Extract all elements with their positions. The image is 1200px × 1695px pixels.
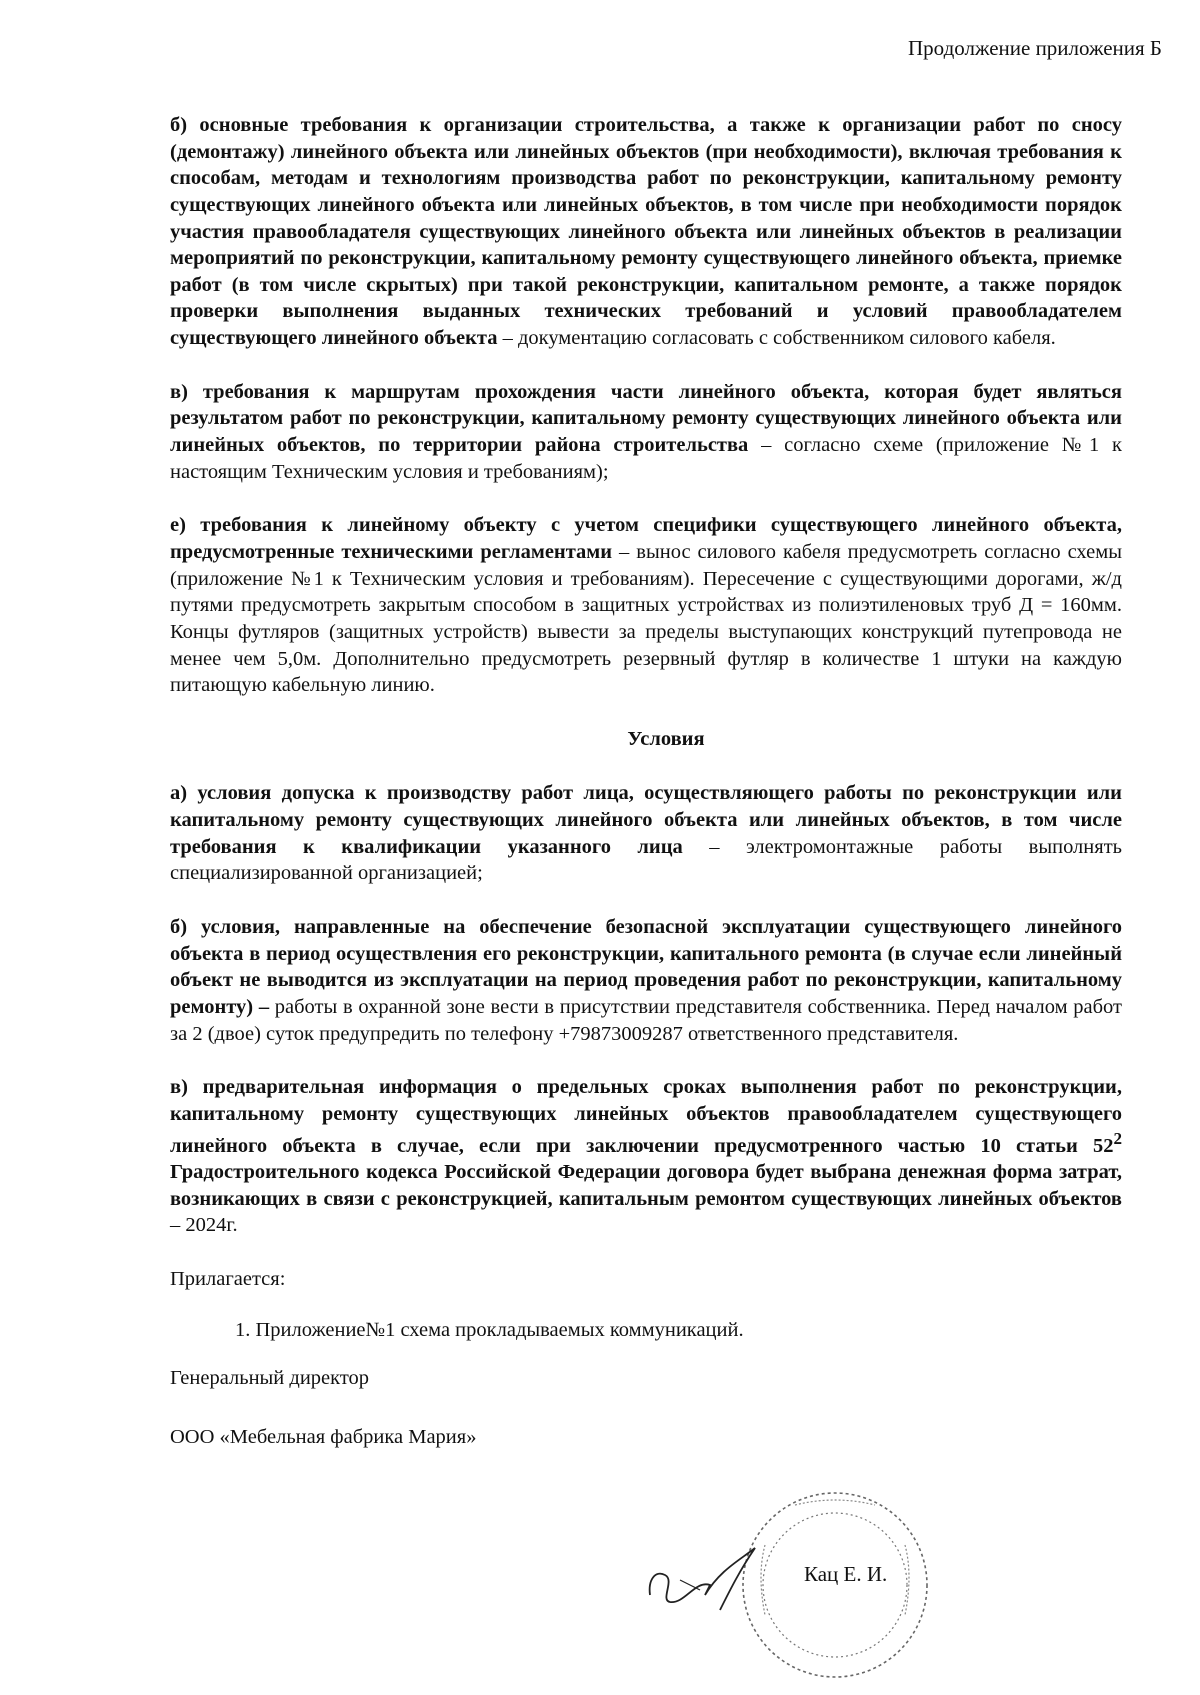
paragraph-text: работы в охранной зоне вести в присутствии представителя собственника. Перед началом работ за 2 (двое) суток предупредить по телефону +79873009287 ответственного представителя. <box>170 995 1122 1045</box>
attachment-text: Приложение№1 схема прокладываемых коммуникаций. <box>255 1318 744 1341</box>
section-title: Условия <box>627 727 705 750</box>
paragraph-text: – электромонтажные работы выполнять специализированной организацией; <box>170 835 1122 885</box>
paragraph-a-admission <box>170 780 1122 887</box>
paragraph-bold: б) условия, направленные на обеспечение безопасной эксплуатации существующего линейного объекта в период осуществления его реконструкции, капитального ремонта (в случае если линейный объект не выводится из эксплуатации на период проведения работ по реконструкции, капитальному ремонту) – <box>170 916 1122 1018</box>
paragraph-bold: в) предварительная информация о предельных сроках выполнения работ по реконструкции, капитальному ремонту существующих линейных объектов правообладателем существующего линейного объекта в случае, если при заключении предусмотренного частью 10 статьи 52 <box>170 1076 1122 1157</box>
paragraph-v-routes <box>170 379 1122 486</box>
signatory-position: Генеральный директор <box>170 1367 370 1390</box>
paragraph-bold: а) условия допуска к производству работ лица, осуществляющего работы по реконструкции или капитальному ремонту существующих линейного объекта или линейных объектов, в том числе требования к квалификации указанного лица <box>170 782 1122 858</box>
page-header: Продолжение приложения Б <box>908 36 1162 60</box>
document-body <box>170 112 1122 1482</box>
paragraph-text: – 2024г. <box>170 1214 238 1237</box>
paragraph-bold: е) требования к линейному объекту с учетом специфики существующего линейного объекта, предусмотренные техническими регламентами <box>170 514 1122 563</box>
paragraph-b-organization <box>170 112 1122 352</box>
paragraph-text: – согласно схеме (приложение №1 к настоящим Техническим условия и требованиям); <box>170 434 1122 483</box>
signatory-company: ООО «Мебельная фабрика Мария» <box>170 1425 477 1448</box>
paragraph-e-requirements <box>170 512 1122 698</box>
superscript: 2 <box>1113 1128 1122 1148</box>
attached-label: Прилагается: <box>170 1267 286 1290</box>
paragraph-b-safety <box>170 914 1122 1047</box>
paragraph-bold: в) требования к маршрутам прохождения части линейного объекта, которая будет являться результатом работ по реконструкции, капитальному ремонту существующих линейного объекта или линейных объектов, по территории района строительства <box>170 380 1122 457</box>
signatory-name: Кац Е. И. <box>804 1562 888 1586</box>
paragraph-bold: б) основные требования к организации строительства, а также к организации работ по сносу (демонтажу) линейного объекта или линейных объектов (при необходимости), включая требования к способам, методам и технологиям производства работ по реконструкции, капитальному ремонту существующих линейного объекта или линейных объектов, в том числе при необходимости порядок участия правообладателя существующих линейного объекта или линейных объектов в реализации мероприятий по реконструкции, капитальному ремонту существующего линейного объекта, приемке работ (в том числе скрытых) при такой реконструкции, капитальном ремонте, а также порядок проверки выполнения выданных технических требований и условий правообладателем существующего линейного объекта <box>170 114 1122 350</box>
paragraph-bold: Градостроительного кодекса Российской Федерации договора будет выбрана денежная форма затрат, возникающих в связи с реконструкцией, капитальным ремонтом существующих линейных объектов <box>170 1160 1122 1210</box>
paragraph-v-deadlines <box>170 1074 1122 1239</box>
paragraph-text: – документацию согласовать с собственником силового кабеля. <box>497 327 1056 350</box>
signature-icon <box>640 1540 800 1620</box>
paragraph-text: – вынос силового кабеля предусмотреть согласно схемы (приложение №1 к Техническим условия и требованиям). Пересечение с существующими дорогами, ж/д путями предусмотреть закрытым способом в защитных устройствах из полиэтиленовых труб Д = 160мм. Концы футляров (защитных устройств) вывести за пределы выступающих конструкций путепровода не менее чем 5,0м. Дополнительно предусмотреть резервный футляр в количестве 1 штуки на каждую питающую кабельную линию. <box>170 540 1122 697</box>
attachment-number: 1. <box>235 1318 251 1341</box>
attachment-item <box>235 1317 1122 1344</box>
